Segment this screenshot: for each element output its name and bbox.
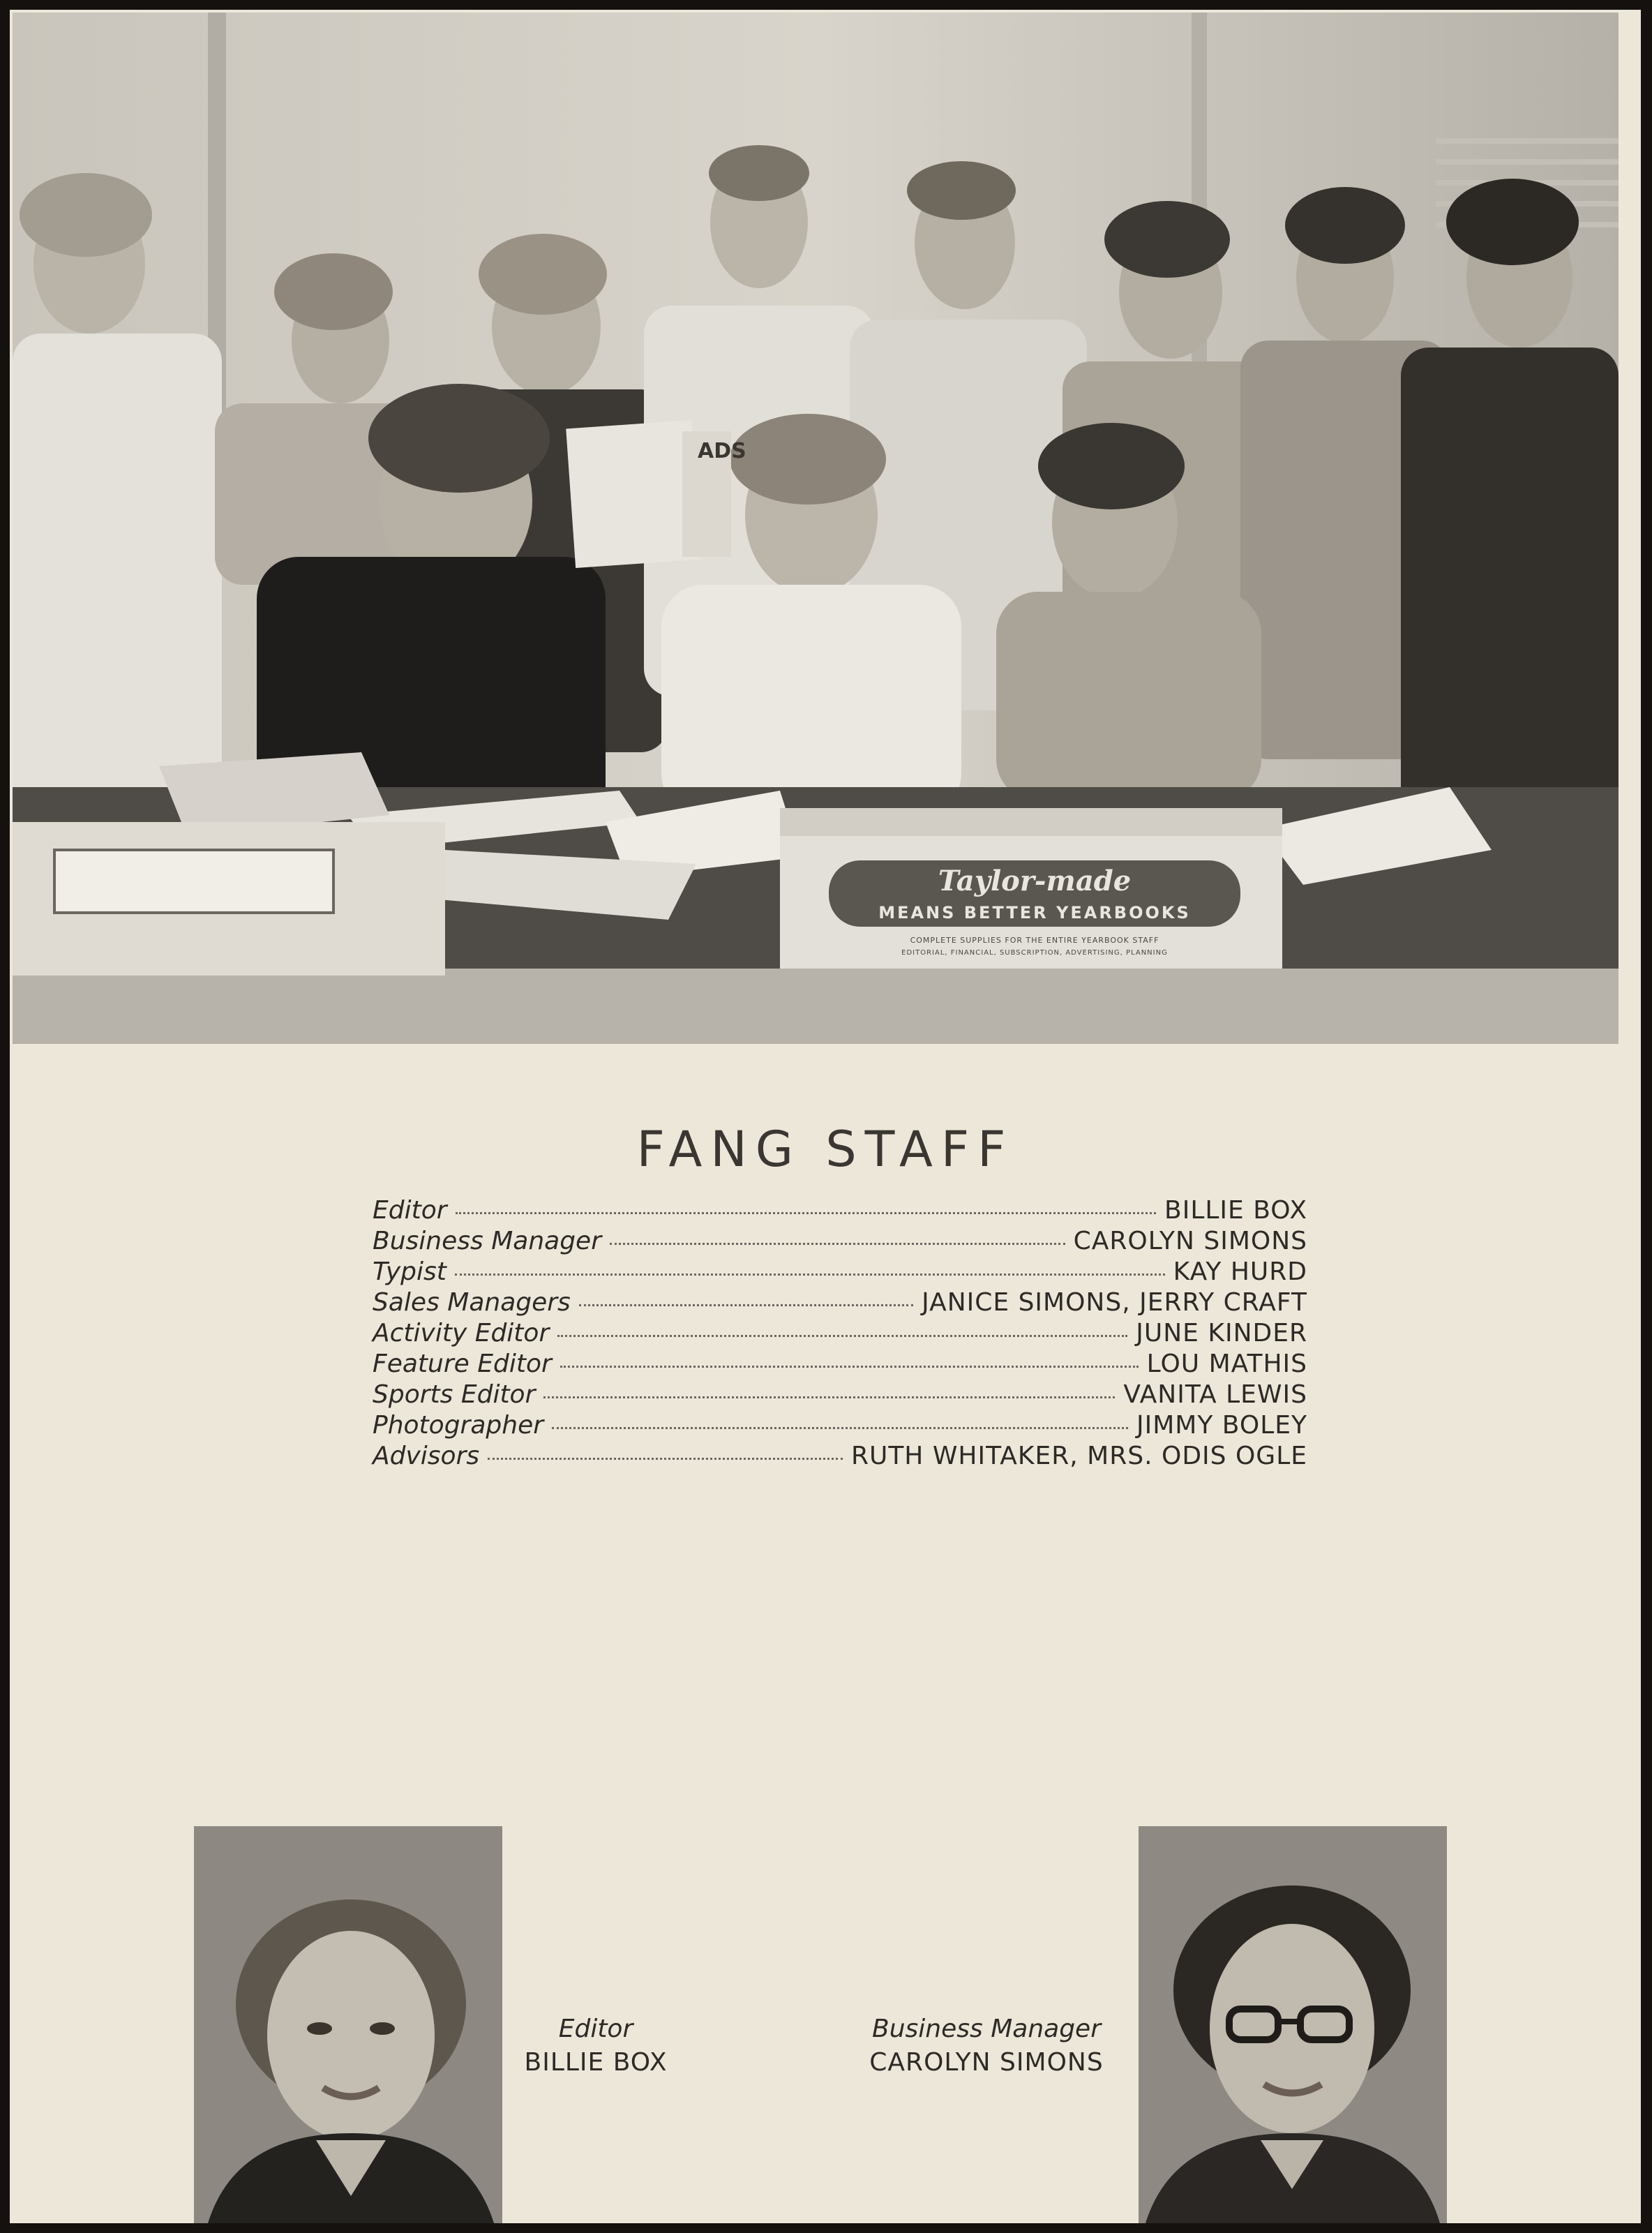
roster-name: LOU MATHIS — [1146, 1350, 1307, 1378]
box-brand-text: Taylor-made — [938, 865, 1132, 897]
roster-role: Activity Editor — [373, 1319, 550, 1347]
dotted-leader — [610, 1243, 1065, 1245]
roster-row — [373, 1350, 1307, 1380]
dotted-leader — [552, 1427, 1128, 1429]
caption-name: BILLIE BOX — [524, 2048, 668, 2077]
roster-row — [373, 1288, 1307, 1319]
roster-name: RUTH WHITAKER, MRS. ODIS OGLE — [850, 1442, 1307, 1470]
roster-row — [373, 1257, 1307, 1288]
page-title: FANG STAFF — [636, 1120, 1014, 1178]
yearbook-page — [10, 10, 1641, 2223]
roster-role: Sales Managers — [373, 1288, 571, 1317]
roster-row — [373, 1196, 1307, 1227]
dotted-leader — [543, 1396, 1115, 1398]
roster-row — [373, 1411, 1307, 1442]
roster-role: Typist — [373, 1257, 446, 1286]
roster-name: CAROLYN SIMONS — [1073, 1227, 1307, 1255]
roster-row — [373, 1380, 1307, 1411]
box-slogan-text: MEANS BETTER YEARBOOKS — [878, 903, 1191, 923]
caption-role: Editor — [558, 2015, 633, 2043]
dotted-leader — [560, 1366, 1139, 1368]
dotted-leader — [456, 1212, 1156, 1214]
editor-portrait — [194, 1826, 502, 2223]
caption-name: CAROLYN SIMONS — [869, 2048, 1104, 2077]
dotted-leader — [455, 1274, 1165, 1276]
roster-role: Photographer — [373, 1411, 544, 1440]
roster-role: Feature Editor — [373, 1350, 552, 1378]
dotted-leader — [557, 1335, 1127, 1337]
editor-caption — [512, 2012, 679, 2079]
roster-role: Sports Editor — [373, 1380, 536, 1409]
roster-name: JANICE SIMONS, JERRY CRAFT — [922, 1288, 1307, 1317]
roster-role: Business Manager — [373, 1227, 601, 1255]
dotted-leader — [579, 1304, 913, 1306]
staff-roster — [373, 1196, 1307, 1472]
roster-name: BILLIE BOX — [1164, 1196, 1307, 1225]
roster-row — [373, 1319, 1307, 1350]
roster-role: Editor — [373, 1196, 447, 1225]
roster-name: VANITA LEWIS — [1123, 1380, 1307, 1409]
dotted-leader — [488, 1458, 843, 1460]
group-photograph — [13, 13, 1619, 1044]
caption-role: Business Manager — [872, 2015, 1101, 2043]
business-manager-caption — [840, 2012, 1133, 2079]
box-fine-print-1: COMPLETE SUPPLIES FOR THE ENTIRE YEARBOOK STAFF — [910, 936, 1159, 945]
roster-name: JIMMY BOLEY — [1136, 1411, 1307, 1440]
roster-role: Advisors — [373, 1442, 480, 1470]
box-fine-print-2: EDITORIAL, FINANCIAL, SUBSCRIPTION, ADVERTISING, PLANNING — [901, 949, 1168, 957]
roster-name: KAY HURD — [1173, 1257, 1307, 1286]
roster-name: JUNE KINDER — [1136, 1319, 1307, 1347]
roster-row — [373, 1442, 1307, 1472]
business-manager-portrait — [1139, 1826, 1447, 2223]
roster-row — [373, 1227, 1307, 1257]
magazine-label: ADS — [698, 439, 746, 463]
